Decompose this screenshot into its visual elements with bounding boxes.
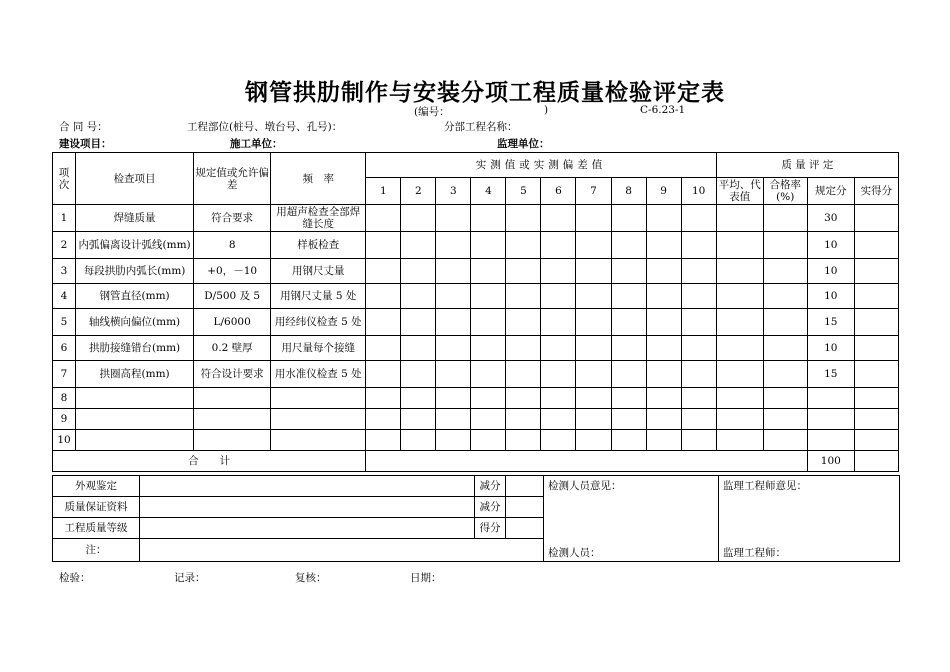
measure-cell[interactable] bbox=[576, 409, 611, 430]
table-row bbox=[53, 205, 899, 232]
measure-cell[interactable] bbox=[611, 284, 646, 309]
header-score: 规定分 bbox=[807, 178, 854, 205]
header-col-4: 4 bbox=[471, 178, 506, 205]
avg-cell[interactable] bbox=[716, 205, 763, 232]
row-spec: +0，－10 bbox=[194, 259, 271, 284]
measure-cell[interactable] bbox=[681, 205, 716, 232]
measure-cell[interactable] bbox=[506, 361, 541, 388]
row-item: 每段拱肋内弧长(mm) bbox=[76, 259, 194, 284]
measure-cell[interactable] bbox=[576, 205, 611, 232]
measure-cell[interactable] bbox=[366, 336, 401, 361]
measure-cell[interactable] bbox=[681, 259, 716, 284]
measure-cell[interactable] bbox=[681, 232, 716, 259]
header-spec: 规定值或允许偏差 bbox=[194, 153, 271, 205]
row-no: 1 bbox=[53, 205, 76, 232]
avg-cell[interactable] bbox=[716, 409, 763, 430]
measure-cell[interactable] bbox=[471, 309, 506, 336]
measure-cell[interactable] bbox=[611, 388, 646, 409]
row-spec: 0.2 壁厚 bbox=[194, 336, 271, 361]
deduct-value-2[interactable] bbox=[506, 497, 544, 518]
avg-cell[interactable] bbox=[716, 309, 763, 336]
total-blank bbox=[366, 451, 807, 472]
measure-cell[interactable] bbox=[611, 430, 646, 451]
measure-cell[interactable] bbox=[681, 309, 716, 336]
footer-record: 记录： bbox=[174, 572, 206, 584]
header-measured: 实测值或实测偏差值 bbox=[366, 153, 716, 178]
measure-cell[interactable] bbox=[681, 336, 716, 361]
header-no: 项 次 bbox=[53, 153, 76, 205]
quality-docs-value[interactable] bbox=[140, 497, 475, 518]
pass-rate-cell[interactable] bbox=[763, 336, 807, 361]
actual-score-cell[interactable] bbox=[854, 336, 898, 361]
measure-cell[interactable] bbox=[681, 388, 716, 409]
measure-cell[interactable] bbox=[506, 259, 541, 284]
measure-cell[interactable] bbox=[646, 361, 681, 388]
measure-cell[interactable] bbox=[646, 309, 681, 336]
row-item bbox=[76, 388, 194, 409]
measure-cell[interactable] bbox=[576, 430, 611, 451]
measure-cell[interactable] bbox=[681, 284, 716, 309]
header-pass-rate: 合格率(%) bbox=[763, 178, 807, 205]
measure-cell[interactable] bbox=[436, 388, 471, 409]
row-freq: 样板检查 bbox=[271, 232, 366, 259]
measure-cell[interactable] bbox=[401, 284, 436, 309]
measure-cell[interactable] bbox=[611, 205, 646, 232]
avg-cell[interactable] bbox=[716, 430, 763, 451]
avg-cell[interactable] bbox=[716, 361, 763, 388]
measure-cell[interactable] bbox=[366, 259, 401, 284]
measure-cell[interactable] bbox=[401, 309, 436, 336]
header-actual: 实得分 bbox=[854, 178, 898, 205]
pass-rate-cell[interactable] bbox=[763, 430, 807, 451]
code-label: (编号： bbox=[414, 106, 450, 118]
row-score bbox=[807, 430, 854, 451]
measure-cell[interactable] bbox=[471, 388, 506, 409]
measure-cell[interactable] bbox=[541, 388, 576, 409]
measure-cell[interactable] bbox=[646, 409, 681, 430]
measure-cell[interactable] bbox=[366, 284, 401, 309]
measure-cell[interactable] bbox=[471, 205, 506, 232]
row-no: 6 bbox=[53, 336, 76, 361]
measure-cell[interactable] bbox=[401, 336, 436, 361]
measure-cell[interactable] bbox=[611, 232, 646, 259]
measure-cell[interactable] bbox=[401, 409, 436, 430]
measure-cell[interactable] bbox=[366, 205, 401, 232]
measure-cell[interactable] bbox=[401, 388, 436, 409]
measure-cell[interactable] bbox=[541, 232, 576, 259]
got-value[interactable] bbox=[506, 518, 544, 539]
inspector-opinion-cell[interactable] bbox=[544, 476, 719, 562]
footer-check: 检验： bbox=[59, 572, 91, 584]
row-score: 15 bbox=[807, 309, 854, 336]
row-score: 10 bbox=[807, 259, 854, 284]
measure-cell[interactable] bbox=[576, 309, 611, 336]
page-title: 钢管拱肋制作与安装分项工程质量检验评定表 bbox=[245, 80, 725, 106]
measure-cell[interactable] bbox=[506, 409, 541, 430]
row-no: 8 bbox=[53, 388, 76, 409]
sub-project-label: 分部工程名称： bbox=[444, 121, 518, 133]
row-spec: 符合设计要求 bbox=[194, 361, 271, 388]
measure-cell[interactable] bbox=[506, 205, 541, 232]
measure-cell[interactable] bbox=[471, 284, 506, 309]
measure-cell[interactable] bbox=[541, 309, 576, 336]
measure-cell[interactable] bbox=[471, 430, 506, 451]
table-row bbox=[53, 409, 899, 430]
actual-score-cell[interactable] bbox=[854, 430, 898, 451]
row-freq bbox=[271, 430, 366, 451]
pass-rate-cell[interactable] bbox=[763, 409, 807, 430]
measure-cell[interactable] bbox=[436, 430, 471, 451]
row-no: 5 bbox=[53, 309, 76, 336]
measure-cell[interactable] bbox=[576, 232, 611, 259]
header-col-8: 8 bbox=[611, 178, 646, 205]
measure-cell[interactable] bbox=[366, 232, 401, 259]
row-spec: L/6000 bbox=[194, 309, 271, 336]
measure-cell[interactable] bbox=[366, 388, 401, 409]
row-item: 钢管直径(mm) bbox=[76, 284, 194, 309]
row-score: 10 bbox=[807, 284, 854, 309]
row-spec: 8 bbox=[194, 232, 271, 259]
supervision-unit-label: 监理单位： bbox=[497, 138, 550, 150]
actual-score-cell[interactable] bbox=[854, 284, 898, 309]
supervisor-label: 监理工程师： bbox=[723, 547, 786, 559]
note-label: 注： bbox=[53, 539, 140, 562]
pass-rate-cell[interactable] bbox=[763, 259, 807, 284]
measure-cell[interactable] bbox=[611, 409, 646, 430]
row-freq: 用水准仪检查 5 处 bbox=[271, 361, 366, 388]
row-score: 30 bbox=[807, 205, 854, 232]
measure-cell[interactable] bbox=[506, 309, 541, 336]
supervisor-opinion-label: 监理工程师意见： bbox=[723, 480, 807, 492]
row-spec bbox=[194, 409, 271, 430]
deduct-value-1[interactable] bbox=[506, 476, 544, 497]
header-freq: 频 率 bbox=[271, 153, 366, 205]
inspector-opinion-label: 检测人员意见： bbox=[548, 480, 622, 492]
measure-cell[interactable] bbox=[471, 232, 506, 259]
appearance-value[interactable] bbox=[140, 476, 475, 497]
row-item: 轴线横向偏位(mm) bbox=[76, 309, 194, 336]
actual-score-cell[interactable] bbox=[854, 232, 898, 259]
row-freq bbox=[271, 388, 366, 409]
measure-cell[interactable] bbox=[576, 284, 611, 309]
row-item: 拱肋接缝错台(mm) bbox=[76, 336, 194, 361]
measure-cell[interactable] bbox=[401, 205, 436, 232]
row-spec bbox=[194, 388, 271, 409]
row-no: 9 bbox=[53, 409, 76, 430]
measure-cell[interactable] bbox=[611, 336, 646, 361]
row-item: 拱圈高程(mm) bbox=[76, 361, 194, 388]
pass-rate-cell[interactable] bbox=[763, 388, 807, 409]
table-row bbox=[53, 284, 899, 309]
actual-score-cell[interactable] bbox=[854, 205, 898, 232]
measure-cell[interactable] bbox=[541, 430, 576, 451]
row-item bbox=[76, 409, 194, 430]
table-row bbox=[53, 388, 899, 409]
grade-label: 工程质量等级 bbox=[53, 518, 140, 539]
measure-cell[interactable] bbox=[541, 205, 576, 232]
footer-date: 日期： bbox=[410, 572, 442, 584]
quality-docs-label: 质量保证资料 bbox=[53, 497, 140, 518]
row-score bbox=[807, 409, 854, 430]
measure-cell[interactable] bbox=[436, 284, 471, 309]
measure-cell[interactable] bbox=[366, 409, 401, 430]
table-row bbox=[53, 430, 899, 451]
row-freq: 用超声检查全部焊缝长度 bbox=[271, 205, 366, 232]
table-row bbox=[53, 336, 899, 361]
header-item: 检查项目 bbox=[76, 153, 194, 205]
measure-cell[interactable] bbox=[646, 205, 681, 232]
measure-cell[interactable] bbox=[646, 232, 681, 259]
row-no: 3 bbox=[53, 259, 76, 284]
measure-cell[interactable] bbox=[681, 430, 716, 451]
deduct-label-1: 减分 bbox=[475, 476, 506, 497]
footer-review: 复核： bbox=[295, 572, 327, 584]
build-project-label: 建设项目： bbox=[59, 138, 112, 150]
actual-score-cell[interactable] bbox=[854, 388, 898, 409]
measure-cell[interactable] bbox=[436, 361, 471, 388]
measure-cell[interactable] bbox=[436, 409, 471, 430]
measure-cell[interactable] bbox=[366, 430, 401, 451]
header-col-5: 5 bbox=[506, 178, 541, 205]
measure-cell[interactable] bbox=[436, 205, 471, 232]
row-freq: 用钢尺丈量 5 处 bbox=[271, 284, 366, 309]
measure-cell[interactable] bbox=[401, 259, 436, 284]
measure-cell[interactable] bbox=[646, 430, 681, 451]
table-row bbox=[53, 259, 899, 284]
measure-cell[interactable] bbox=[471, 409, 506, 430]
grade-value[interactable] bbox=[140, 518, 475, 539]
row-score: 10 bbox=[807, 336, 854, 361]
measure-cell[interactable] bbox=[366, 309, 401, 336]
actual-score-cell[interactable] bbox=[854, 361, 898, 388]
measure-cell[interactable] bbox=[436, 232, 471, 259]
table-row bbox=[53, 361, 899, 388]
measure-cell[interactable] bbox=[611, 309, 646, 336]
measure-cell[interactable] bbox=[576, 336, 611, 361]
avg-cell[interactable] bbox=[716, 259, 763, 284]
header-col-6: 6 bbox=[541, 178, 576, 205]
measure-cell[interactable] bbox=[646, 284, 681, 309]
header-avg: 平均、代表值 bbox=[716, 178, 763, 205]
measure-cell[interactable] bbox=[401, 430, 436, 451]
header-col-1: 1 bbox=[366, 178, 401, 205]
measure-cell[interactable] bbox=[506, 430, 541, 451]
measure-cell[interactable] bbox=[471, 336, 506, 361]
measure-cell[interactable] bbox=[506, 388, 541, 409]
row-freq bbox=[271, 409, 366, 430]
note-value[interactable] bbox=[140, 539, 544, 562]
row-no: 7 bbox=[53, 361, 76, 388]
pass-rate-cell[interactable] bbox=[763, 205, 807, 232]
appearance-label: 外观鉴定 bbox=[53, 476, 140, 497]
measure-cell[interactable] bbox=[541, 336, 576, 361]
row-score: 15 bbox=[807, 361, 854, 388]
form-number: C-6.23-1 bbox=[640, 104, 686, 116]
supervisor-opinion-cell[interactable] bbox=[719, 476, 900, 562]
measure-cell[interactable] bbox=[646, 336, 681, 361]
row-no: 4 bbox=[53, 284, 76, 309]
table-row bbox=[53, 232, 899, 259]
row-spec: D/500 及 5 bbox=[194, 284, 271, 309]
actual-score-cell[interactable] bbox=[854, 309, 898, 336]
got-label: 得分 bbox=[475, 518, 506, 539]
contract-no-label: 合 同 号： bbox=[59, 121, 108, 133]
deduct-label-2: 减分 bbox=[475, 497, 506, 518]
pass-rate-cell[interactable] bbox=[763, 232, 807, 259]
measure-cell[interactable] bbox=[436, 259, 471, 284]
header-col-10: 10 bbox=[681, 178, 716, 205]
measure-cell[interactable] bbox=[506, 284, 541, 309]
measure-cell[interactable] bbox=[401, 232, 436, 259]
measure-cell[interactable] bbox=[541, 361, 576, 388]
actual-score-cell[interactable] bbox=[854, 259, 898, 284]
pass-rate-cell[interactable] bbox=[763, 309, 807, 336]
construction-unit-label: 施工单位： bbox=[230, 138, 283, 150]
measure-cell[interactable] bbox=[436, 309, 471, 336]
part-label: 工程部位(桩号、墩台号、孔号)： bbox=[187, 121, 343, 133]
row-no: 10 bbox=[53, 430, 76, 451]
measure-cell[interactable] bbox=[611, 361, 646, 388]
measure-cell[interactable] bbox=[646, 388, 681, 409]
avg-cell[interactable] bbox=[716, 388, 763, 409]
measure-cell[interactable] bbox=[576, 388, 611, 409]
measure-cell[interactable] bbox=[506, 336, 541, 361]
row-item: 内弧偏离设计弧线(mm) bbox=[76, 232, 194, 259]
measure-cell[interactable] bbox=[541, 284, 576, 309]
measure-cell[interactable] bbox=[541, 409, 576, 430]
pass-rate-cell[interactable] bbox=[763, 284, 807, 309]
avg-cell[interactable] bbox=[716, 232, 763, 259]
table-row bbox=[53, 309, 899, 336]
measure-cell[interactable] bbox=[681, 361, 716, 388]
row-item bbox=[76, 430, 194, 451]
measure-cell[interactable] bbox=[541, 259, 576, 284]
header-col-9: 9 bbox=[646, 178, 681, 205]
measure-cell[interactable] bbox=[681, 409, 716, 430]
actual-score-cell[interactable] bbox=[854, 409, 898, 430]
measure-cell[interactable] bbox=[471, 361, 506, 388]
avg-cell[interactable] bbox=[716, 284, 763, 309]
measure-cell[interactable] bbox=[576, 259, 611, 284]
measure-cell[interactable] bbox=[436, 336, 471, 361]
measure-cell[interactable] bbox=[366, 361, 401, 388]
row-score bbox=[807, 388, 854, 409]
measure-cell[interactable] bbox=[576, 361, 611, 388]
inspection-table bbox=[52, 152, 899, 472]
inspector-label: 检测人员： bbox=[548, 547, 601, 559]
measure-cell[interactable] bbox=[506, 232, 541, 259]
row-no: 2 bbox=[53, 232, 76, 259]
header-col-3: 3 bbox=[436, 178, 471, 205]
total-score: 100 bbox=[807, 451, 854, 472]
row-score: 10 bbox=[807, 232, 854, 259]
avg-cell[interactable] bbox=[716, 336, 763, 361]
row-item: 焊缝质量 bbox=[76, 205, 194, 232]
measure-cell[interactable] bbox=[401, 361, 436, 388]
measure-cell[interactable] bbox=[646, 259, 681, 284]
header-col-7: 7 bbox=[576, 178, 611, 205]
total-actual[interactable] bbox=[854, 451, 898, 472]
measure-cell[interactable] bbox=[611, 259, 646, 284]
pass-rate-cell[interactable] bbox=[763, 361, 807, 388]
evaluation-table bbox=[52, 475, 900, 562]
measure-cell[interactable] bbox=[471, 259, 506, 284]
code-close: ) bbox=[544, 104, 549, 116]
row-freq: 用钢尺丈量 bbox=[271, 259, 366, 284]
total-label: 合 计 bbox=[53, 451, 366, 472]
row-freq: 用经纬仪检查 5 处 bbox=[271, 309, 366, 336]
header-col-2: 2 bbox=[401, 178, 436, 205]
row-spec: 符合要求 bbox=[194, 205, 271, 232]
row-spec bbox=[194, 430, 271, 451]
row-freq: 用尺量每个接缝 bbox=[271, 336, 366, 361]
header-quality: 质 量 评 定 bbox=[716, 153, 898, 178]
